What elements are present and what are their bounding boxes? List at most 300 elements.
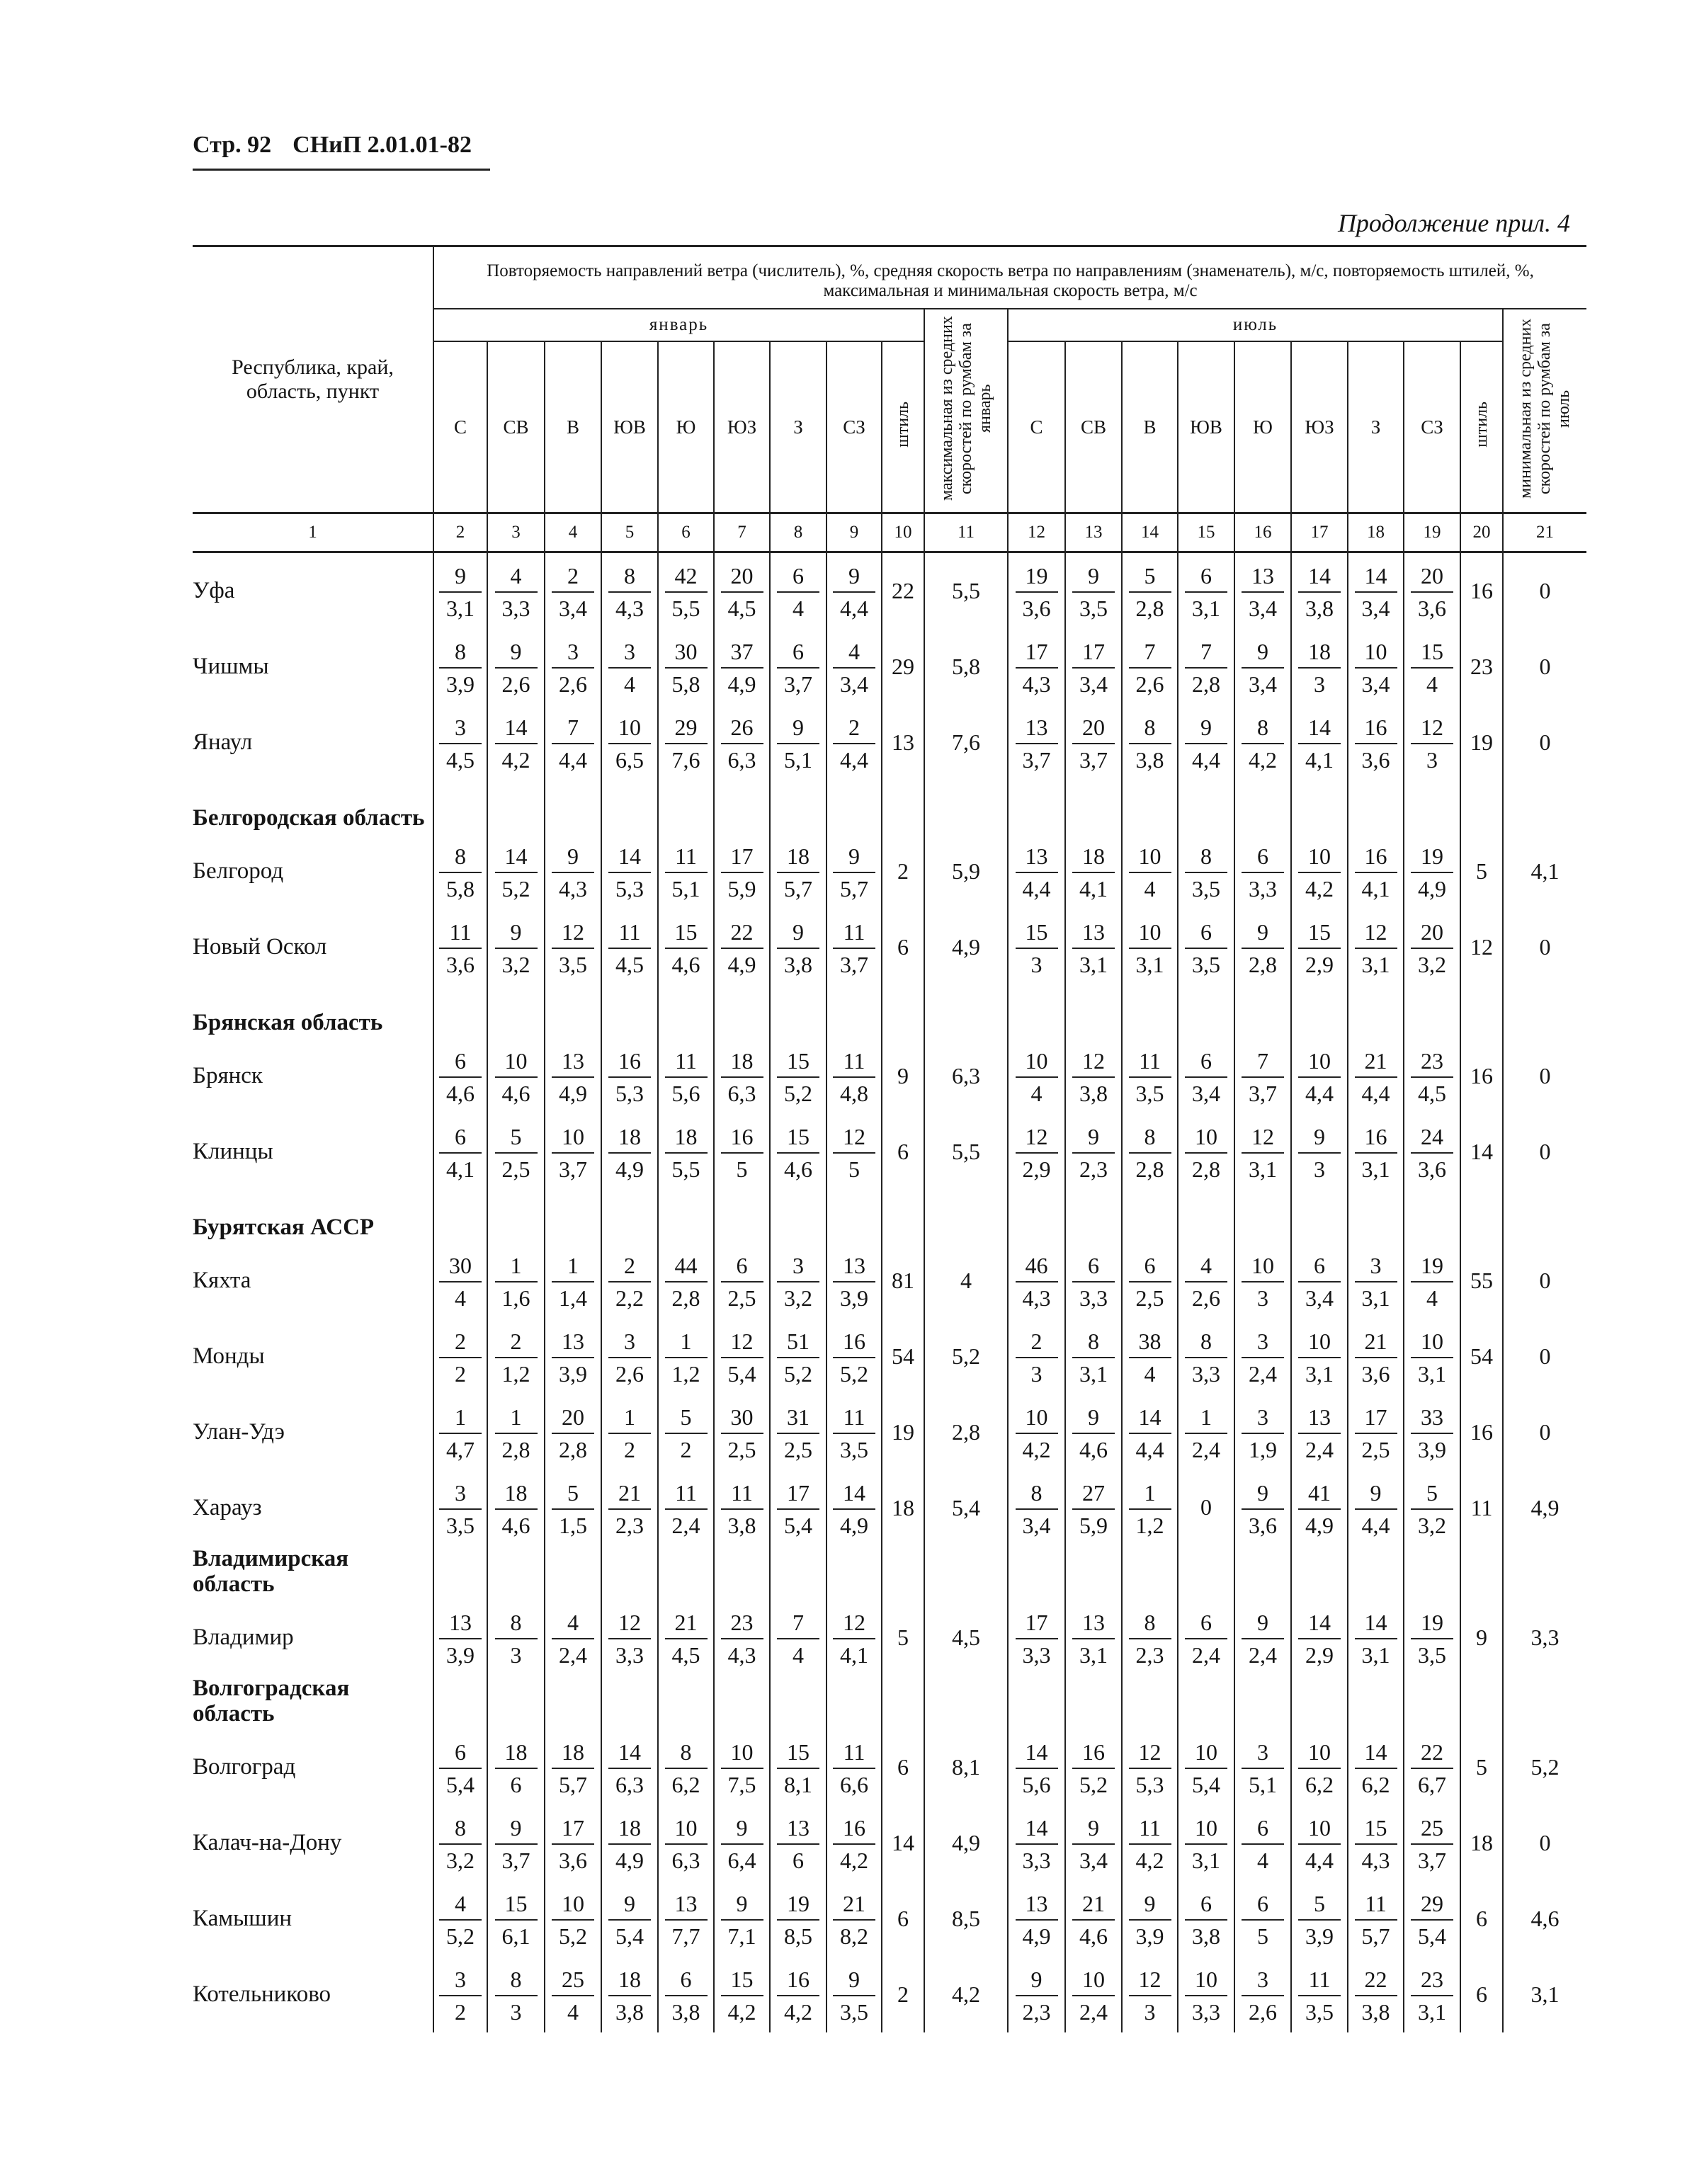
- region-heading-row: [193, 1546, 1586, 1600]
- frequency-value: 12: [730, 1328, 754, 1354]
- speed-value: 5,1: [665, 872, 708, 900]
- wind-value-cell: [658, 1805, 714, 1881]
- direction-header-jan: СВ: [487, 341, 545, 513]
- wind-fraction: [1411, 1125, 1453, 1181]
- jan-calm-value: 13: [882, 705, 924, 780]
- wind-value-cell: [714, 629, 770, 705]
- speed-value: 2,8: [1129, 591, 1171, 620]
- speed-value: 4,6: [1072, 1919, 1115, 1947]
- wind-fraction: [721, 1481, 763, 1537]
- station-row: [193, 834, 1586, 909]
- jul-min-speed: 5,2: [1503, 1729, 1586, 1805]
- column-number: 18: [1348, 513, 1404, 552]
- wind-value-cell: [601, 1881, 658, 1957]
- empty-cell: [1008, 1546, 1065, 1600]
- wind-fraction: [608, 1741, 651, 1796]
- frequency-value: 12: [562, 918, 584, 945]
- wind-fraction: [439, 1047, 482, 1106]
- speed-value: 3,5: [1298, 1995, 1341, 2023]
- empty-cell: [487, 985, 545, 1038]
- frequency-value: 10: [1308, 843, 1331, 869]
- frequency-value: 14: [504, 843, 528, 869]
- wind-fraction: [1355, 1892, 1397, 1947]
- wind-fraction: [665, 918, 708, 977]
- empty-cell: [658, 985, 714, 1038]
- frequency-value: 9: [1088, 1404, 1099, 1430]
- wind-value-cell: [658, 705, 714, 780]
- frequency-value: 27: [1082, 1479, 1105, 1506]
- wind-fraction: [1242, 845, 1284, 900]
- wind-value-cell: [487, 1470, 545, 1546]
- speed-value: 6,6: [833, 1768, 875, 1796]
- speed-value: 4: [777, 591, 819, 620]
- jan-calm-value: 22: [882, 552, 924, 630]
- wind-value-cell: [1008, 552, 1065, 630]
- wind-fraction: [777, 918, 819, 977]
- empty-cell: [827, 985, 882, 1038]
- wind-value-cell: [1291, 552, 1348, 630]
- wind-fraction: [439, 1611, 482, 1666]
- speed-value: 4,6: [1072, 1433, 1115, 1461]
- wind-value-cell: [658, 834, 714, 909]
- wind-value-cell: [1348, 1957, 1404, 2032]
- speed-value: 4,6: [777, 1152, 819, 1181]
- frequency-value: 10: [1195, 1123, 1217, 1149]
- wind-value-cell: [1234, 1600, 1291, 1676]
- wind-fraction: [495, 1047, 538, 1106]
- frequency-value: 16: [843, 1814, 865, 1841]
- frequency-value: 26: [730, 714, 754, 740]
- speed-value: 4,3: [552, 872, 594, 900]
- wind-value-cell: [601, 1394, 658, 1470]
- frequency-value: 20: [1421, 562, 1443, 588]
- speed-value: 4,8: [833, 1076, 875, 1105]
- speed-value: 3,9: [552, 1357, 594, 1385]
- wind-value-cell: [1234, 705, 1291, 780]
- wind-value-cell: [1348, 1038, 1404, 1114]
- speed-value: 2,6: [1242, 1995, 1284, 2023]
- wind-fraction: [1016, 1611, 1058, 1666]
- speed-value: 3: [495, 1638, 538, 1666]
- frequency-value: 10: [1082, 1966, 1105, 1992]
- frequency-value: 8: [1144, 1123, 1156, 1149]
- empty-cell: [714, 1676, 770, 1729]
- frequency-value: 1: [455, 1404, 466, 1430]
- empty-cell: [827, 1190, 882, 1243]
- frequency-value: 1: [510, 1252, 522, 1278]
- frequency-value: 9: [624, 1890, 635, 1916]
- empty-cell: [658, 1190, 714, 1243]
- empty-cell: [1348, 1190, 1404, 1243]
- speed-value: 3,3: [1016, 1843, 1058, 1872]
- frequency-value: 15: [1421, 638, 1443, 664]
- frequency-value: 6: [1257, 843, 1268, 869]
- frequency-value: 15: [1308, 918, 1331, 945]
- frequency-value: 21: [674, 1609, 698, 1635]
- wind-value-cell: [1348, 1114, 1404, 1190]
- frequency-value: 11: [618, 918, 641, 945]
- wind-value-cell: [1178, 1470, 1234, 1546]
- wind-value-cell: [1178, 834, 1234, 909]
- wind-fraction: [439, 845, 482, 900]
- wind-value-cell: [1291, 1957, 1348, 2032]
- wind-fraction: [1129, 564, 1171, 620]
- wind-value-cell: [1008, 629, 1065, 705]
- speed-value: 4,4: [833, 743, 875, 771]
- speed-value: 3,7: [1072, 743, 1115, 771]
- wind-fraction: [1411, 1611, 1453, 1666]
- wind-value-cell: [1065, 1114, 1122, 1190]
- speed-value: 3,6: [1411, 1152, 1453, 1181]
- empty-cell: [882, 1546, 924, 1600]
- frequency-value: 10: [1308, 1739, 1331, 1765]
- wind-fraction: [833, 1816, 875, 1872]
- frequency-value: 10: [562, 1890, 584, 1916]
- speed-value: 5,2: [777, 1357, 819, 1385]
- speed-value: 5,2: [495, 872, 538, 900]
- frequency-value: 30: [674, 638, 698, 664]
- frequency-value: 20: [730, 562, 754, 588]
- speed-value: 3,3: [1016, 1638, 1058, 1666]
- wind-fraction: [439, 1254, 482, 1309]
- wind-fraction: [1411, 640, 1453, 695]
- wind-value-cell: [1291, 1243, 1348, 1319]
- wind-fraction: [1016, 1481, 1058, 1537]
- wind-value-cell: [1234, 1394, 1291, 1470]
- wind-value-cell: [1065, 552, 1122, 630]
- wind-value-cell: [487, 1729, 545, 1805]
- speed-value: 5,5: [665, 591, 708, 620]
- speed-value: 3: [1298, 667, 1341, 695]
- speed-value: 6,7: [1411, 1768, 1453, 1796]
- wind-fraction: [721, 1330, 763, 1385]
- empty-cell: [924, 1190, 1008, 1243]
- jul-calm-value: 5: [1460, 834, 1503, 909]
- wind-fraction: [1242, 1816, 1284, 1872]
- jan-max-speed: 5,4: [924, 1470, 1008, 1546]
- speed-value: 2,8: [495, 1433, 538, 1461]
- wind-value-cell: [1065, 1319, 1122, 1394]
- speed-value: 3,3: [495, 591, 538, 620]
- wind-fraction: [608, 1611, 651, 1666]
- station-name: Котельниково: [193, 1981, 331, 2007]
- direction-header-jan: З: [770, 341, 827, 513]
- frequency-value: 2: [567, 562, 579, 588]
- frequency-value: 11: [1365, 1890, 1387, 1916]
- wind-fraction: [833, 918, 875, 977]
- column-number: 7: [714, 513, 770, 552]
- wind-value-cell: [1234, 629, 1291, 705]
- speed-value: 3,1: [1129, 948, 1171, 976]
- wind-fraction: [721, 1968, 763, 2023]
- wind-value-cell: [433, 1114, 487, 1190]
- jan-calm-value: 6: [882, 1729, 924, 1805]
- speed-value: 3,5: [833, 1995, 875, 2023]
- speed-value: 4,6: [439, 1076, 482, 1105]
- frequency-value: 9: [1144, 1890, 1156, 1916]
- speed-value: 6,5: [608, 743, 651, 771]
- speed-value: 4,3: [1016, 667, 1058, 695]
- speed-value: 4,5: [608, 948, 651, 976]
- frequency-value: 10: [1251, 1252, 1274, 1278]
- wind-fraction: [1355, 1330, 1397, 1385]
- wind-value-cell: [770, 1038, 827, 1114]
- wind-fraction: [1298, 1254, 1341, 1309]
- wind-fraction: [1129, 1406, 1171, 1461]
- wind-fraction: [495, 1125, 538, 1181]
- frequency-value: 8: [455, 1814, 466, 1841]
- jan-max-speed: 4: [924, 1243, 1008, 1319]
- jul-calm-value: 18: [1460, 1805, 1503, 1881]
- jan-max-speed: 5,2: [924, 1319, 1008, 1394]
- wind-fraction: [833, 640, 875, 695]
- speed-value: 3,1: [1411, 1995, 1453, 2023]
- wind-fraction: [1185, 564, 1227, 620]
- wind-value-cell: [1291, 1881, 1348, 1957]
- wind-fraction: [1185, 1254, 1227, 1309]
- frequency-value: 10: [1025, 1404, 1048, 1430]
- wind-value-cell: [770, 1805, 827, 1881]
- wind-value-cell: [1122, 1729, 1178, 1805]
- frequency-value: 18: [618, 1123, 641, 1149]
- frequency-value: 10: [1308, 1328, 1331, 1354]
- empty-cell: [1404, 985, 1460, 1038]
- region-heading: Бурятская АССР: [193, 1215, 375, 1240]
- speed-value: 4,3: [608, 591, 651, 620]
- frequency-value: 13: [1082, 918, 1105, 945]
- wind-fraction: [1129, 1047, 1171, 1106]
- station-name: Волгоград: [193, 1754, 296, 1780]
- frequency-value: 6: [1257, 1890, 1268, 1916]
- wind-value-cell: [601, 1114, 658, 1190]
- wind-value-cell: [658, 1729, 714, 1805]
- speed-value: 4,9: [552, 1076, 594, 1105]
- speed-value: 4,9: [1298, 1508, 1341, 1537]
- empty-cell: [1178, 1546, 1234, 1600]
- wind-value-cell: [714, 1319, 770, 1394]
- calm-header-jan: штиль: [882, 341, 924, 513]
- frequency-value: 19: [1421, 843, 1443, 869]
- wind-value-cell: [714, 1881, 770, 1957]
- frequency-value: 12: [1251, 1123, 1274, 1149]
- speed-value: 3,5: [1185, 872, 1227, 900]
- empty-cell: [433, 985, 487, 1038]
- speed-value: 6,3: [608, 1768, 651, 1796]
- frequency-value: 18: [618, 1814, 641, 1841]
- column-number: 21: [1503, 513, 1586, 552]
- frequency-value: 7: [1200, 638, 1212, 664]
- frequency-value: 6: [1200, 1890, 1212, 1916]
- speed-value: 2,6: [1185, 1281, 1227, 1309]
- speed-value: 4,4: [1129, 1433, 1171, 1461]
- wind-fraction: [833, 1741, 875, 1796]
- wind-value-cell: [1404, 1600, 1460, 1676]
- wind-value-cell: [433, 1729, 487, 1805]
- wind-value-cell: [770, 1470, 827, 1546]
- wind-fraction: [1072, 1611, 1115, 1666]
- wind-value-cell: [658, 909, 714, 985]
- frequency-value: 17: [1025, 1609, 1048, 1635]
- speed-value: 4: [439, 1281, 482, 1309]
- frequency-value: 9: [510, 638, 522, 664]
- speed-value: 8,2: [833, 1919, 875, 1947]
- wind-value-cell: [1008, 1470, 1065, 1546]
- wind-value-cell: [433, 705, 487, 780]
- wind-fraction: [495, 918, 538, 977]
- frequency-value: 15: [504, 1890, 528, 1916]
- speed-value: 2,4: [1242, 1638, 1284, 1666]
- station-name: Камышин: [193, 1906, 292, 1931]
- jan-max-speed: 8,5: [924, 1881, 1008, 1957]
- frequency-value: 3: [624, 638, 635, 664]
- wind-fraction: [1298, 640, 1341, 695]
- wind-fraction: [1411, 1741, 1453, 1796]
- column-number: 10: [882, 513, 924, 552]
- wind-value-cell: [1008, 1729, 1065, 1805]
- frequency-value: 17: [787, 1479, 810, 1506]
- wind-fraction: [1016, 1968, 1058, 2023]
- empty-cell: [882, 985, 924, 1038]
- speed-value: 4,9: [721, 948, 763, 976]
- frequency-value: 20: [1082, 714, 1105, 740]
- wind-fraction: [777, 1047, 819, 1106]
- empty-cell: [1008, 985, 1065, 1038]
- wind-fraction: [1072, 1741, 1115, 1796]
- wind-value-cell: [1178, 629, 1234, 705]
- wind-fraction: [552, 845, 594, 900]
- speed-value: 2,5: [721, 1433, 763, 1461]
- speed-value: 4,2: [1129, 1843, 1171, 1872]
- wind-value-cell: [714, 1114, 770, 1190]
- wind-value-cell: [1178, 1957, 1234, 2032]
- wind-fraction: [552, 1481, 594, 1537]
- speed-value: 3,6: [1242, 1508, 1284, 1537]
- empty-cell: [714, 1190, 770, 1243]
- wind-fraction: [665, 845, 708, 900]
- speed-value: 3,3: [1072, 1281, 1115, 1309]
- frequency-value: 9: [1088, 562, 1099, 588]
- wind-value-cell: [714, 1600, 770, 1676]
- wind-value-cell: [827, 1394, 882, 1470]
- wind-fraction: [1016, 1892, 1058, 1947]
- wind-fraction: [1016, 716, 1058, 771]
- frequency-value: 8: [680, 1739, 692, 1765]
- jan-calm-value: 5: [882, 1600, 924, 1676]
- frequency-value: 1: [510, 1404, 522, 1430]
- wind-fraction: [1185, 1968, 1227, 2023]
- wind-fraction: [833, 1892, 875, 1947]
- speed-value: 3,4: [1355, 667, 1397, 695]
- wind-fraction: [1411, 1047, 1453, 1106]
- wind-fraction: [1072, 564, 1115, 620]
- speed-value: 3,4: [1355, 591, 1397, 620]
- wind-value-cell: [1065, 1957, 1122, 2032]
- station-name: Улан-Удэ: [193, 1419, 285, 1445]
- wind-value-cell: [433, 1805, 487, 1881]
- frequency-value: 9: [1088, 1123, 1099, 1149]
- jul-min-speed: 0: [1503, 1319, 1586, 1394]
- wind-fraction: [665, 1481, 708, 1537]
- frequency-value: 14: [1308, 562, 1331, 588]
- frequency-value: 12: [843, 1609, 865, 1635]
- speed-value: 3,6: [439, 948, 482, 976]
- wind-value-cell: [545, 705, 601, 780]
- wind-value-cell: [601, 1038, 658, 1114]
- empty-cell: [1348, 1546, 1404, 1600]
- wind-fraction: [495, 564, 538, 620]
- empty-cell: [770, 985, 827, 1038]
- jan-max-speed: 5,8: [924, 629, 1008, 705]
- wind-fraction: [1185, 1816, 1227, 1872]
- wind-value-cell: [770, 552, 827, 630]
- wind-fraction: [1355, 564, 1397, 620]
- wind-fraction: [833, 845, 875, 900]
- frequency-value: 2: [848, 714, 860, 740]
- empty-cell: [433, 1676, 487, 1729]
- empty-cell: [1460, 985, 1503, 1038]
- wind-fraction: [1072, 1047, 1115, 1106]
- wind-value-cell: [1291, 1729, 1348, 1805]
- speed-value: 1,9: [1242, 1433, 1284, 1461]
- jul-min-speed: 0: [1503, 1805, 1586, 1881]
- frequency-value: 9: [1257, 1609, 1268, 1635]
- frequency-value: 16: [843, 1328, 865, 1354]
- empty-cell: [882, 1676, 924, 1729]
- wind-fraction: [721, 918, 763, 977]
- jan-max-speed: 4,2: [924, 1957, 1008, 2032]
- wind-value-cell: [1122, 1243, 1178, 1319]
- wind-fraction: [608, 640, 651, 695]
- column-number: 4: [545, 513, 601, 552]
- speed-value: 3,5: [552, 948, 594, 976]
- wind-fraction: [1298, 1968, 1341, 2023]
- wind-fraction: [777, 1741, 819, 1796]
- wind-value-cell: [545, 552, 601, 630]
- frequency-value: 9: [510, 1814, 522, 1841]
- wind-fraction: [665, 1892, 708, 1947]
- frequency-value: 14: [504, 714, 528, 740]
- speed-value: 4,4: [1355, 1508, 1397, 1537]
- wind-value-cell: [1008, 1394, 1065, 1470]
- speed-value: 2,5: [495, 1152, 538, 1181]
- frequency-value: 11: [1308, 1966, 1331, 1992]
- empty-cell: [601, 1546, 658, 1600]
- frequency-value: 3: [624, 1328, 635, 1354]
- empty-cell: [1503, 1676, 1586, 1729]
- frequency-value: 18: [562, 1739, 584, 1765]
- wind-value-cell: [770, 1881, 827, 1957]
- wind-value-cell: [1291, 1319, 1348, 1394]
- wind-fraction: [439, 1741, 482, 1796]
- frequency-value: 10: [1195, 1739, 1217, 1765]
- speed-value: 2,3: [608, 1508, 651, 1537]
- wind-fraction: [777, 1406, 819, 1461]
- speed-value: 3,5: [1072, 591, 1115, 620]
- wind-fraction: [777, 564, 819, 620]
- empty-cell: [1065, 1676, 1122, 1729]
- station-row: [193, 909, 1586, 985]
- super-header: Повторяемость направлений ветра (числитель), %, средняя скорость ветра по направлениям (знаменатель), м/с, повторяемость штилей, %, максимальная и минимальная скорость ветра, м/с: [433, 246, 1586, 309]
- empty-cell: [714, 1546, 770, 1600]
- frequency-value: 6: [736, 1252, 748, 1278]
- wind-fraction: [1129, 1611, 1171, 1666]
- wind-value-cell: [1065, 1600, 1122, 1676]
- wind-fraction: [1129, 716, 1171, 771]
- speed-value: 5,7: [833, 872, 875, 900]
- frequency-value: 3: [793, 1252, 804, 1278]
- frequency-value: 13: [1025, 714, 1048, 740]
- wind-value-cell: [1404, 629, 1460, 705]
